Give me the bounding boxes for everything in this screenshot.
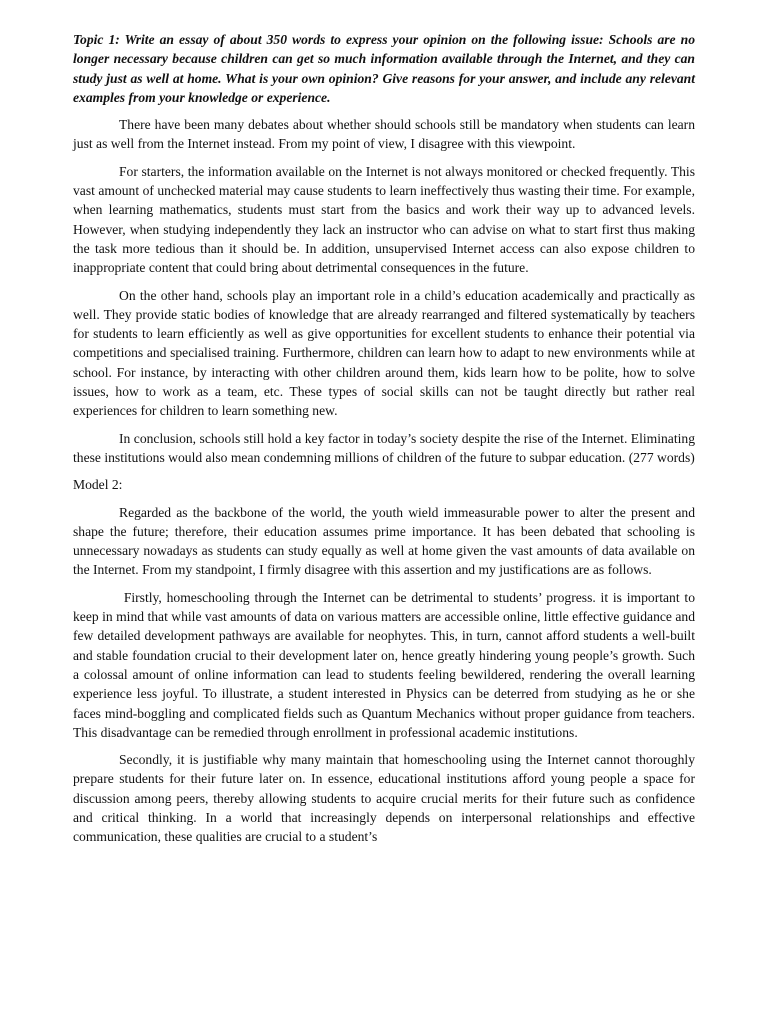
model1-paragraph-body-2: On the other hand, schools play an important role in a child’s education academically and practically as well. They provide static bodies of knowledge that are already rearranged and filtered systematically by teachers for students to learn efficiently as well as give opportunities for excellent students to enhance their potential via competitions and specialised training. Furthermore, children can learn how to adapt to new environments while at school. For instance, by interacting with other children around them, kids learn how to be polite, how to solve issues, how to work as a team, etc. These types of social skills can not be taught directly but rather real experiences for children to learn something new.	[73, 287, 695, 419]
model1-paragraph-conclusion: In conclusion, schools still hold a key factor in today’s society despite the rise of the Internet. Eliminating these institutions would also mean condemning millions of children of the future to subpar education. (277 words)	[73, 430, 695, 465]
model2-paragraph-body-2: Secondly, it is justifiable why many maintain that homeschooling using the Internet cannot thoroughly prepare students for their future later on. In essence, educational institutions afford young people a space for discussion among peers, thereby allowing students to acquire crucial merits for their future such as confidence and critical thinking. In a world that increasingly depends on interpersonal relationships and effective communication, these qualities are crucial to a student’s	[73, 752, 695, 845]
model2-label: Model 2:	[73, 477, 123, 493]
model1-paragraph-intro: There have been many debates about whether should schools still be mandatory when students can learn just as well from the Internet instead. From my point of view, I disagree with this viewpoint.	[73, 117, 695, 152]
essay-topic: Topic 1: Write an essay of about 350 words to express your opinion on the following issue: Schools are no longer necessary because children can get so much information available through the Internet, and they can study just as well at home. What is your own opinion? Give reasons for your answer, and include any relevant examples from your knowledge or experience.	[73, 32, 695, 105]
model2-paragraph-body-1: Firstly, homeschooling through the Internet can be detrimental to students’ progress. it is important to keep in mind that while vast amounts of data on various matters are accessible online, little effective guidance and few detailed development pathways are available for neophytes. This, in turn, cannot afford students a well-built and stable foundation crucial to their development later on, hence greatly hindering young people’s growth. Such a colossal amount of online information can lead to students feeling bewildered, rendering the overall learning experience less joyful. To illustrate, a student interested in Physics can be deterred from studying as he or she faces mind-boggling and complicated fields such as Quantum Mechanics without proper guidance from teachers. This disadvantage can be remedied through enrollment in professional academic institutions.	[73, 589, 699, 740]
model1-paragraph-body-1: For starters, the information available on the Internet is not always monitored or checked frequently. This vast amount of unchecked material may cause students to learn ineffectively thus wasting their time. For example, when learning mathematics, students must start from the basics and work their way up to advanced levels. However, when studying independently they lack an instructor who can advise on what to start first thus making the task more tedious than it should be. In addition, unsupervised Internet access can also expose children to inappropriate content that could bring about detrimental consequences in the future.	[73, 163, 695, 276]
model2-paragraph-intro: Regarded as the backbone of the world, the youth wield immeasurable power to alter the present and shape the future; therefore, their education assumes prime importance. It has been debated that schooling is unnecessary nowadays as students can study equally as well at home given the vast amounts of data available on the Internet. From my standpoint, I firmly disagree with this assertion and my justifications are as follows.	[73, 504, 695, 578]
